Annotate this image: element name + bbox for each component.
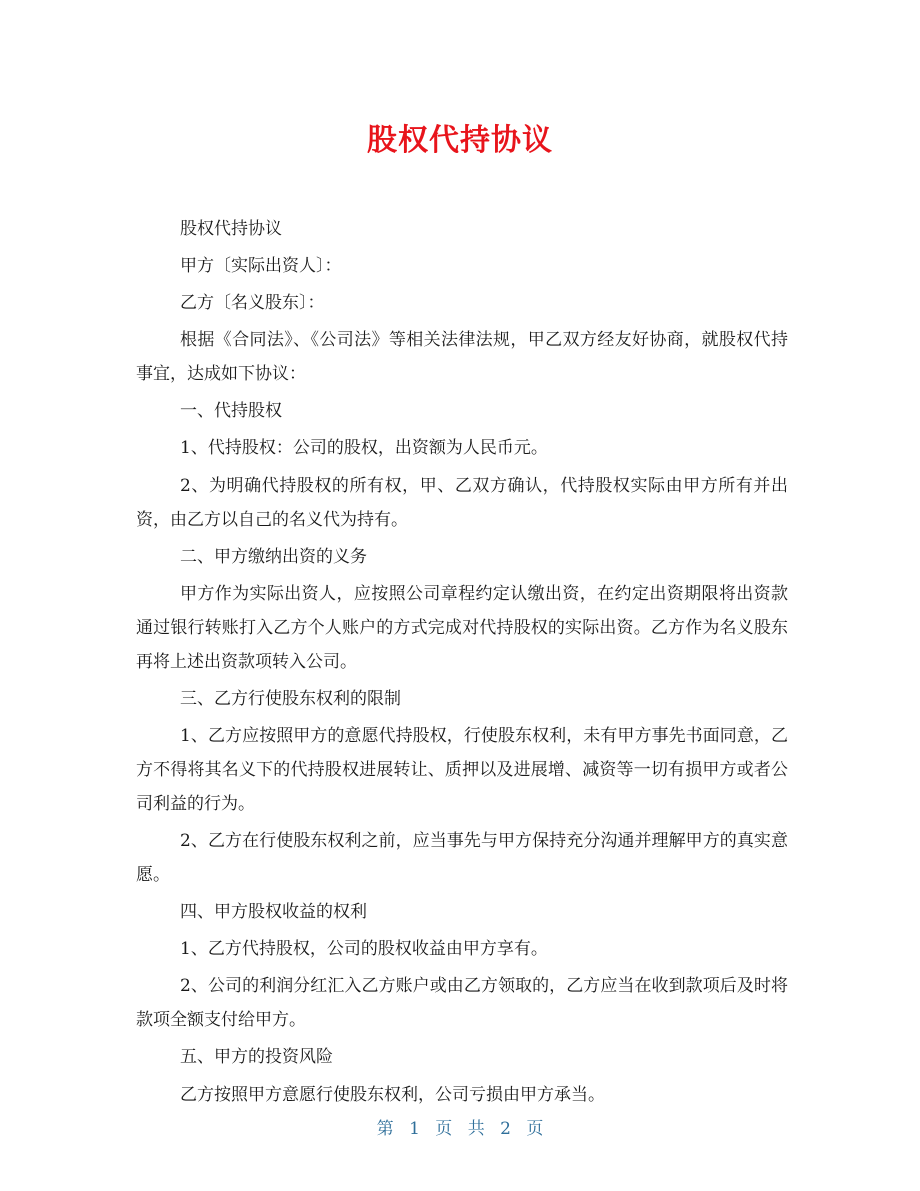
paragraph: 甲方作为实际出资人，应按照公司章程约定认缴出资，在约定出资期限将出资款通过银行转账打入乙方个人账户的方式完成对代持股权的实际出资。乙方作为名义股东再将上述出资款项转入公司。 xyxy=(136,583,788,672)
footer-label-page: 第 xyxy=(376,1119,394,1139)
section-heading-2: 二、甲方缴纳出资的义务 xyxy=(180,546,367,567)
footer-label-total-unit: 页 xyxy=(526,1119,544,1139)
paragraph: 2、乙方在行使股东权利之前，应当事先与甲方保持充分沟通并理解甲方的真实意愿。 xyxy=(136,831,788,886)
paragraph: 2、公司的利润分红汇入乙方账户或由乙方领取的，乙方应当在收到款项后及时将款项全额支付给甲方。 xyxy=(136,976,788,1031)
paragraph: 1、乙方代持股权，公司的股权收益由甲方享有。 xyxy=(180,939,548,960)
page-number-footer xyxy=(0,1114,920,1139)
paragraph: 1、乙方应按照甲方的意愿代持股权，行使股东权利，未有甲方事先书面同意，乙方不得将其名义下的代持股权进展转让、质押以及进展增、减资等一切有损甲方或者公司利益的行为。 xyxy=(136,725,788,814)
paragraph-preamble: 根据《合同法》、《公司法》等相关法律法规，甲乙双方经友好协商，就股权代持事宜，达成如下协议： xyxy=(136,330,788,385)
footer-label-total: 共 xyxy=(467,1119,485,1139)
document-title: 股权代持协议 xyxy=(367,123,553,158)
paragraph-party-b: 乙方〔名义股东〕： xyxy=(180,293,325,314)
footer-label-page-unit: 页 xyxy=(435,1119,453,1139)
paragraph: 2、为明确代持股权的所有权，甲、乙双方确认，代持股权实际由甲方所有并出资，由乙方以自己的名义代为持有。 xyxy=(136,475,788,530)
section-heading-5: 五、甲方的投资风险 xyxy=(180,1047,333,1068)
section-heading-3: 三、乙方行使股东权利的限制 xyxy=(180,688,401,709)
paragraph: 1、代持股权：公司的股权，出资额为人民币元。 xyxy=(180,438,548,459)
document-body xyxy=(136,212,788,1115)
footer-current-page: 1 xyxy=(409,1119,420,1139)
paragraph: 乙方按照甲方意愿行使股东权利，公司亏损由甲方承当。 xyxy=(180,1084,605,1105)
paragraph-heading: 股权代持协议 xyxy=(180,219,282,239)
paragraph-party-a: 甲方〔实际出资人〕： xyxy=(180,256,342,277)
section-heading-1: 一、代持股权 xyxy=(180,401,282,422)
section-heading-4: 四、甲方股权收益的权利 xyxy=(180,902,367,923)
footer-total-pages: 2 xyxy=(500,1119,511,1139)
